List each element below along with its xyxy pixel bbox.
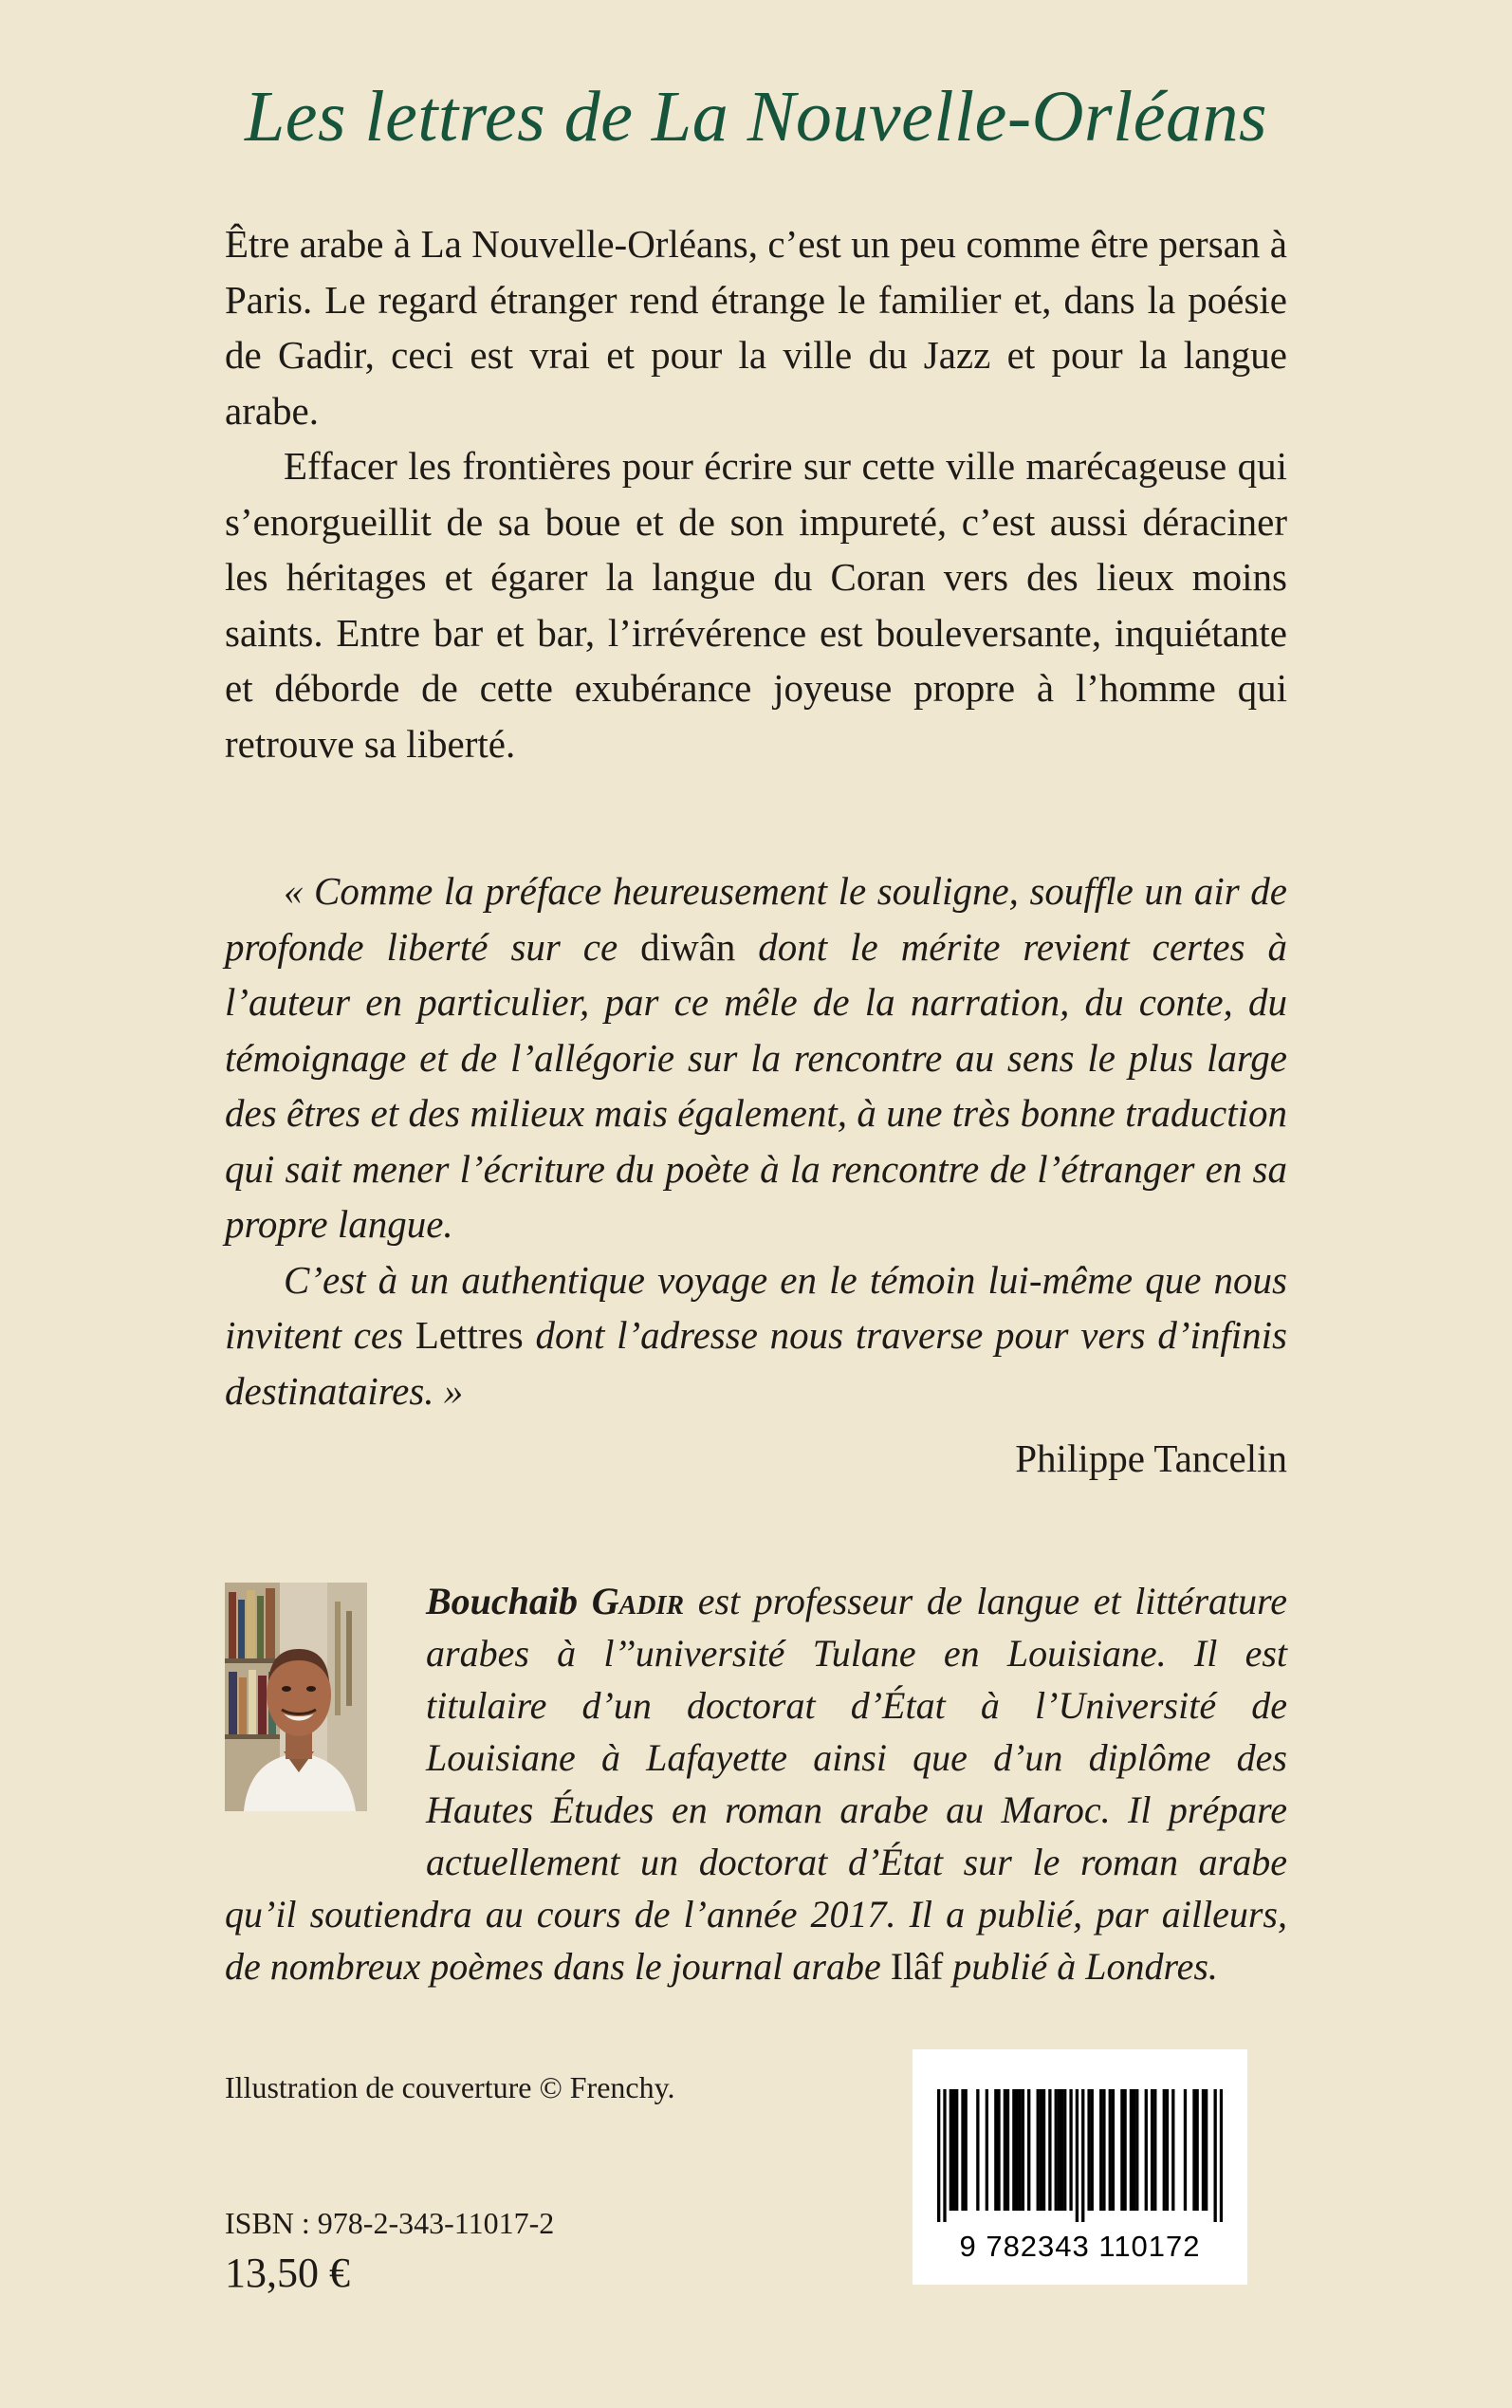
price: 13,50 € xyxy=(225,2250,350,2296)
barcode-bar xyxy=(1120,2089,1123,2211)
barcode-bar xyxy=(955,2089,958,2211)
barcode-bar xyxy=(1202,2089,1205,2211)
isbn-number: ISBN : 978-2-343-11017-2 xyxy=(225,2206,555,2240)
barcode-bar xyxy=(1195,2089,1198,2211)
barcode-bar xyxy=(1123,2089,1126,2211)
bio-text-b: publié à Londres. xyxy=(943,1945,1218,1988)
barcode-bar xyxy=(1069,2089,1072,2211)
barcode-digits: 9 782343 110172 xyxy=(959,2230,1201,2263)
barcode-bar xyxy=(1163,2089,1166,2211)
quote-p2-text-a: C’est à un authentique voyage en le témoin lui-même que nous invitent ces xyxy=(225,1257,1287,1357)
author-bio xyxy=(225,1575,1287,1992)
barcode-bar xyxy=(1133,2089,1135,2211)
barcode-bar xyxy=(1063,2089,1066,2211)
barcode-bar xyxy=(1091,2089,1094,2211)
barcode-bar xyxy=(1027,2089,1030,2211)
barcode-bar xyxy=(1022,2089,1024,2211)
barcode-bar xyxy=(1102,2089,1105,2211)
barcode-bar xyxy=(1112,2089,1115,2211)
barcode-bar xyxy=(1040,2089,1042,2211)
barcode xyxy=(913,2049,1247,2285)
quote-p2-text-b: dont l’adresse nous traverse pour vers d’infinis destinataires. » xyxy=(225,1313,1288,1413)
barcode-bar xyxy=(1153,2089,1156,2211)
photo-wrap-space xyxy=(225,1575,426,1837)
barcode-bar xyxy=(1055,2089,1058,2211)
quote-p1-text-b: dont le mérite revient certes à l’auteur en particulier, par ce mêle de la narration, du conte, du témoignage et de l’allégorie sur la rencontre au sens le plus large des êtres et des milieux mais également, à une très bonne traduction qui sait mener l’écriture du poète à la rencontre de l’étranger en sa propre langue. xyxy=(225,924,1287,1246)
quote-p1-text-a: « Comme la préface heureusement le souligne, souffle un air de profonde liberté sur ce xyxy=(225,869,1287,969)
illustration-credit: Illustration de couverture © Frenchy. xyxy=(225,2070,675,2104)
barcode-bar xyxy=(943,2089,946,2222)
quote-term-diwan: diwân xyxy=(640,924,736,969)
barcode-bar xyxy=(965,2089,968,2211)
barcode-bar xyxy=(1081,2089,1084,2222)
barcode-bar xyxy=(976,2089,979,2211)
barcode-bar xyxy=(1012,2089,1015,2211)
barcode-bar xyxy=(997,2089,1000,2211)
bio-text-a: est professeur de langue et littérature arabes à l’’université Tulane en Louisiane. Il est titulaire d’un doctorat d’État à l’Université de Louisiane à Lafayette ainsi que d’un diplôme des Hautes Études en roman arabe au Maroc. Il prépare actuellement un doctorat d’État sur le roman arabe qu’il soutiendra au cours de l’année 2017. Il a publié, par ailleurs, de nombreux poèmes dans le journal arabe xyxy=(225,1580,1288,1988)
barcode-bar xyxy=(1166,2089,1169,2211)
barcode-bar xyxy=(1099,2089,1102,2211)
barcode-bar xyxy=(1006,2089,1009,2211)
intro-paragraph-1: Être arabe à La Nouvelle-Orléans, c’est un peu comme être persan à Paris. Le regard étranger rend étrange le familier et, dans la poésie de Gadir, ceci est vrai et pour la ville du Jazz et pour la langue arabe. xyxy=(225,222,1287,433)
barcode-bar xyxy=(1135,2089,1138,2211)
barcode-bar xyxy=(961,2089,964,2211)
barcode-bar xyxy=(950,2089,952,2211)
barcode-bar xyxy=(1184,2089,1187,2211)
barcode-bar xyxy=(1213,2089,1216,2222)
barcode-bar xyxy=(1048,2089,1051,2211)
barcode-bar xyxy=(1205,2089,1208,2211)
intro-paragraph-2: Effacer les frontières pour écrire sur cette ville marécageuse qui s’enorgueillit de sa boue et de son impureté, c’est aussi déraciner les héritages et égarer la langue du Coran vers des lieux moins saints. Entre bar et bar, l’irrévérence est bouleversante, inquiétante et déborde de cette exubérance joyeuse propre à l’homme qui retrouve sa liberté. xyxy=(225,444,1287,766)
author-last-name: Gadir xyxy=(591,1580,685,1622)
intro-text xyxy=(225,216,1287,771)
barcode-bar xyxy=(937,2089,940,2222)
barcode-bar xyxy=(1171,2089,1174,2211)
barcode-bar xyxy=(1004,2089,1006,2211)
barcode-bar xyxy=(1076,2089,1079,2222)
barcode-bar xyxy=(1019,2089,1022,2211)
author-first-name: Bouchaib xyxy=(426,1580,579,1622)
barcode-bar xyxy=(1058,2089,1060,2211)
quote-block xyxy=(225,863,1287,1418)
barcode-bar xyxy=(1192,2089,1195,2211)
barcode-bar xyxy=(1109,2089,1112,2211)
barcode-bar xyxy=(1037,2089,1040,2211)
barcode-bar xyxy=(1087,2089,1090,2211)
barcode-bar xyxy=(1060,2089,1063,2211)
barcode-bar xyxy=(1145,2089,1148,2211)
barcode-bar xyxy=(1042,2089,1045,2211)
bio-journal-name: Ilâf xyxy=(890,1945,944,1988)
quote-paragraph-2 xyxy=(225,1252,1287,1419)
barcode-bar xyxy=(1015,2089,1018,2211)
quote-paragraph-1 xyxy=(225,863,1287,1252)
barcode-bar xyxy=(1151,2089,1153,2211)
barcode-bar xyxy=(994,2089,997,2211)
barcode-bar xyxy=(1130,2089,1133,2211)
book-title: Les lettres de La Nouvelle-Orléans xyxy=(244,77,1268,157)
barcode-bar xyxy=(1220,2089,1223,2222)
barcode-bar xyxy=(986,2089,988,2211)
barcode-bars xyxy=(937,2089,1223,2222)
quote-term-lettres: Lettres xyxy=(415,1313,524,1357)
quote-author: Philippe Tancelin xyxy=(1015,1436,1287,1480)
barcode-bar xyxy=(952,2089,955,2211)
